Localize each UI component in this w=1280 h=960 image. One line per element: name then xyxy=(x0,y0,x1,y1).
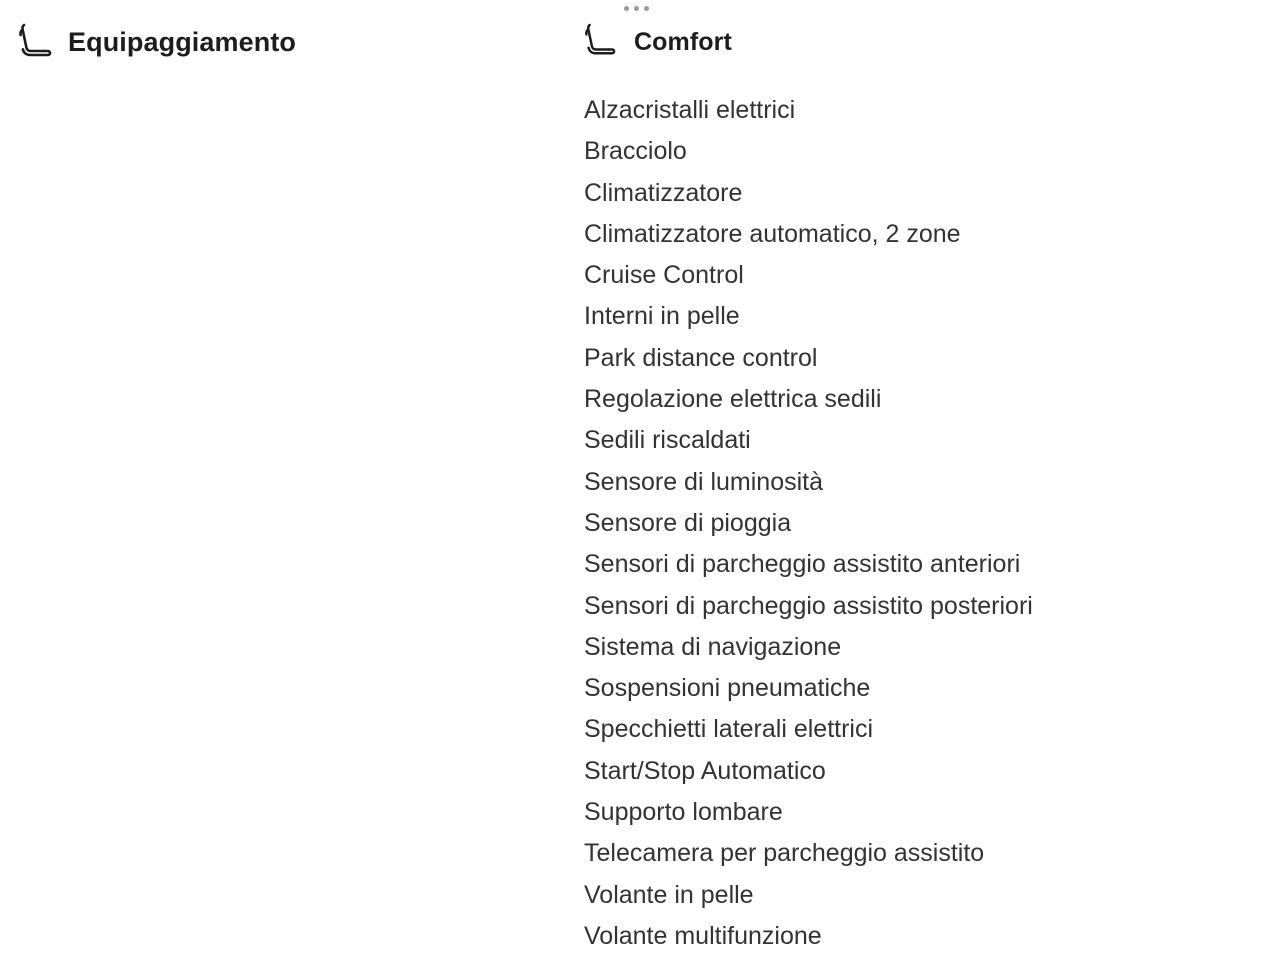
list-item: Sospensioni pneumatiche xyxy=(584,674,871,703)
list-item: Regolazione elettrica sedili xyxy=(584,385,882,414)
list-item: Sensori di parcheggio assistito posteriori xyxy=(584,591,1033,620)
list-item: Volante multifunzione xyxy=(584,921,822,950)
list-item: Telecamera per parcheggio assistito xyxy=(584,839,985,868)
list-item: Start/Stop Automatico xyxy=(584,756,826,785)
equipment-column xyxy=(0,0,584,90)
list-item: Supporto lombare xyxy=(584,798,783,827)
list-item: Climatizzatore automatico, 2 zone xyxy=(584,219,961,248)
list-item: Cruise Control xyxy=(584,261,744,290)
list-item: Climatizzatore xyxy=(584,178,743,207)
car-seat-icon xyxy=(18,22,52,62)
comfort-heading xyxy=(584,22,1280,62)
list-item: Sistema di navigazione xyxy=(584,632,842,661)
list-item: Alzacristalli elettrici xyxy=(584,96,796,124)
comfort-column xyxy=(584,0,1280,957)
list-item: Park distance control xyxy=(584,343,818,372)
equipment-heading xyxy=(18,22,584,62)
list-item: Bracciolo xyxy=(584,137,687,166)
list-item: Sedili riscaldati xyxy=(584,426,751,455)
list-item: Sensori di parcheggio assistito anteriori xyxy=(584,550,1021,579)
comfort-list xyxy=(584,90,1280,957)
list-item: Sensore di luminosità xyxy=(584,467,824,496)
car-seat-icon xyxy=(584,22,618,62)
list-item: Volante in pelle xyxy=(584,880,754,909)
equipment-title: Equipaggiamento xyxy=(68,26,297,57)
list-item: Sensore di pioggia xyxy=(584,508,792,537)
list-item: Specchietti laterali elettrici xyxy=(584,715,874,744)
comfort-title: Comfort xyxy=(634,27,732,56)
list-item: Interni in pelle xyxy=(584,302,740,331)
